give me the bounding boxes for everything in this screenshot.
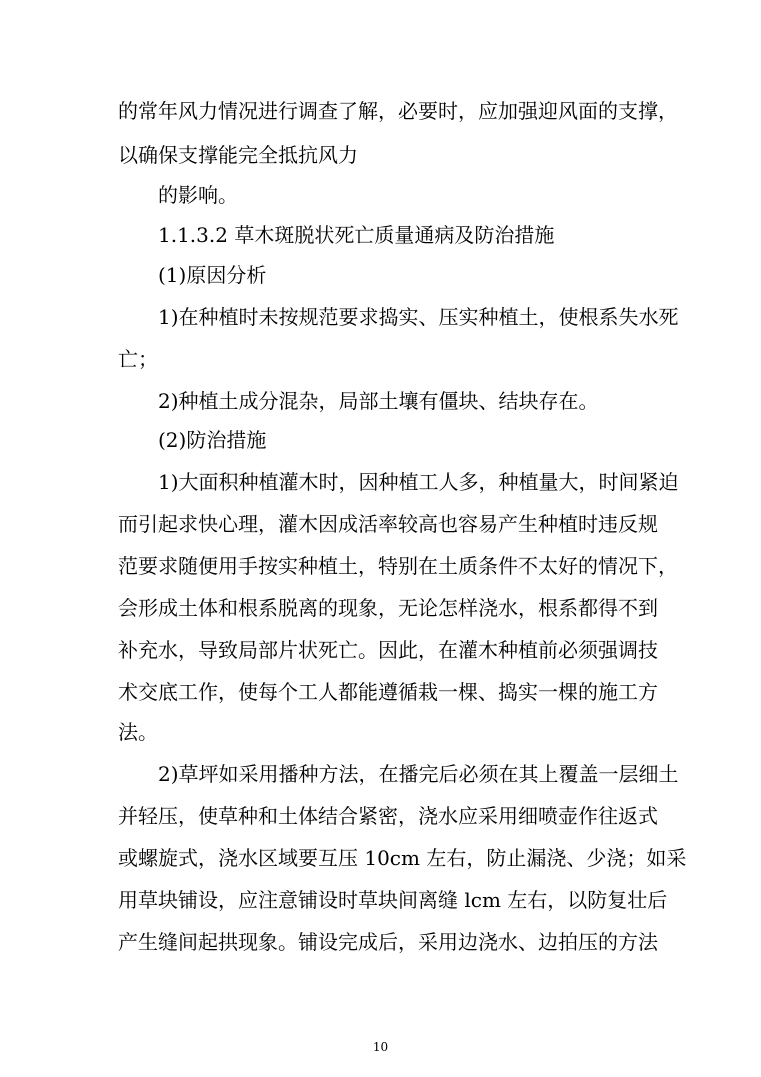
text-line: 并轻压，使草种和土体结合紧密，浇水应采用细喷壶作往返式 (118, 804, 658, 828)
text-line: 的影响。 (158, 183, 238, 207)
section-heading: 1.1.3.2 草木斑脱状死亡质量通病及防治措施 (158, 223, 555, 247)
text-line: 术交底工作，使每个工人都能遵循栽一棵、捣实一棵的施工方 (118, 680, 658, 704)
subheading: (2)防治措施 (158, 428, 267, 452)
text-line: 2)种植土成分混杂，局部土壤有僵块、结块存在。 (158, 389, 599, 413)
text-line: 2)草坪如采用播种方法，在播完后必须在其上覆盖一层细土 (158, 762, 679, 786)
text-line: 1)在种植时未按规范要求捣实、压实种植土，使根系失水死 (158, 305, 679, 329)
text-line: 补充水，导致局部片状死亡。因此，在灌木种植前必须强调技 (118, 638, 658, 662)
text-line: 而引起求快心理，灌木因成活率较高也容易产生种植时违反规 (118, 512, 658, 536)
text-line: 的常年风力情况进行调查了解，必要时，应加强迎风面的支撑， (118, 99, 678, 123)
text-line: 法。 (118, 720, 158, 744)
text-line: 1)大面积种植灌木时，因种植工人多，种植量大，时间紧迫 (158, 470, 679, 494)
text-line: 范要求随便用手按实种植土，特别在土质条件不太好的情况下， (118, 554, 678, 578)
subheading: (1)原因分析 (158, 263, 267, 287)
text-line: 用草块铺设，应注意铺设时草块间离缝 lcm 左右，以防复壮后 (118, 888, 668, 912)
text-line: 以确保支撑能完全抵抗风力 (118, 143, 358, 167)
text-line: 或螺旋式，浇水区域要互压 10cm 左右，防止漏浇、少浇；如采 (118, 846, 687, 870)
text-line: 产生缝间起拱现象。铺设完成后，采用边浇水、边拍压的方法 (118, 930, 658, 954)
text-line: 亡； (118, 347, 158, 371)
text-line: 会形成土体和根系脱离的现象，无论怎样浇水，根系都得不到 (118, 596, 658, 620)
page-number: 10 (372, 1040, 389, 1054)
